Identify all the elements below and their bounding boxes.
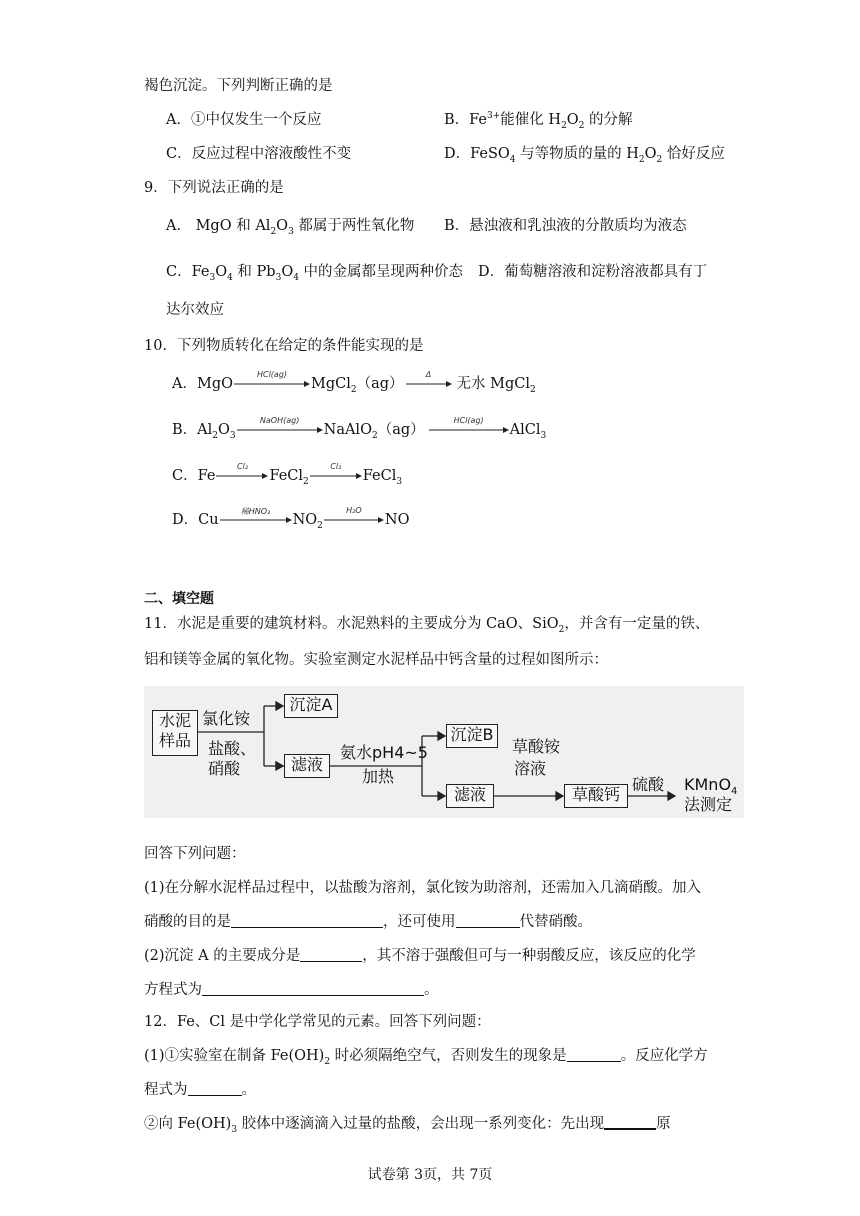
- answer-blank[interactable]: [567, 1047, 621, 1062]
- answer-prompt: 回答下列问题：: [144, 846, 246, 862]
- filtrate-box: 滤液: [284, 754, 330, 778]
- q8-option-d[interactable]: D．FeSO$_4$ 与等物质的量的 $H_2O_2$ 恰好反应: [444, 146, 725, 165]
- reaction-arrow: Cl₂: [216, 471, 268, 481]
- reagent-label: 盐酸、: [208, 739, 257, 758]
- reaction-arrow: 稀HNO₃: [220, 515, 292, 525]
- answer-blank[interactable]: [202, 981, 424, 996]
- calcium-oxalate-box: 草酸钙: [564, 784, 628, 808]
- q9-option-d-cont: 达尔效应: [166, 302, 224, 318]
- reagent-label: 溶液: [514, 759, 547, 778]
- reagent-label: 草酸铵: [512, 737, 561, 756]
- reaction-arrow: Δ: [406, 379, 452, 389]
- q11-stem-line1: 11．水泥是重要的建筑材料。水泥熟料的主要成分为 CaO、SiO$_2$，并含有一定量的铁、: [144, 616, 710, 635]
- q10-option-b[interactable]: B．$Al_2O_3$ NaOH(ag) NaAlO$_2$（ag） HCl(ag) AlCl$_3$: [172, 416, 547, 441]
- condition-label: 氨水pH4~5: [340, 743, 428, 762]
- q11-part1-line2: 硝酸的目的是 ，还可使用 代替硝酸。: [144, 914, 592, 930]
- reaction-arrow: HCl(ag): [234, 379, 310, 389]
- q8-option-b[interactable]: B．$Fe^{3+}$能催化 $H_2O_2$ 的分解: [444, 111, 633, 131]
- answer-blank[interactable]: [231, 913, 383, 928]
- q12-part2-line1: ②向 $Fe(OH)_3$ 胶体中逐滴滴入过量的盐酸，会出现一系列变化：先出现 原: [144, 1116, 671, 1135]
- q10-stem: 10．下列物质转化在给定的条件能实现的是: [144, 338, 424, 354]
- q10-option-d[interactable]: D．Cu 稀HNO₃ $NO_2$ H₂O NO: [172, 506, 410, 531]
- q9-option-c[interactable]: C．$Fe_3O_4$ 和 $Pb_3O_4$ 中的金属都呈现两种价态: [166, 264, 464, 283]
- filtrate-box: 滤液: [446, 784, 494, 808]
- reagent-label: 硝酸: [208, 759, 241, 778]
- condition-label: 加热: [362, 767, 395, 786]
- q11-part2-line2: 方程式为 。: [144, 982, 439, 998]
- q9-option-d[interactable]: D．葡萄糖溶液和淀粉溶液都具有丁: [478, 264, 708, 280]
- q12-part1-line1: (1)①实验室在制备 $Fe(OH)_2$ 时必须隔绝空气，否则发生的现象是 。反应化学方: [144, 1048, 708, 1067]
- reaction-arrow: NaOH(ag): [237, 425, 323, 435]
- reaction-arrow: Cl₂: [310, 471, 362, 481]
- answer-blank[interactable]: [300, 947, 362, 962]
- precipitate-b-box: 沉淀B: [446, 724, 498, 748]
- answer-blank[interactable]: [456, 913, 520, 928]
- precipitate-a-box: 沉淀A: [284, 694, 338, 718]
- q12-stem: 12．Fe、Cl 是中学化学常见的元素。回答下列问题：: [144, 1014, 491, 1030]
- q10-option-c[interactable]: C．Fe Cl₂ FeCl$_2$ Cl₂ FeCl$_3$: [172, 462, 403, 487]
- method-label: 法测定: [684, 795, 733, 814]
- q11-stem-line2: 铝和镁等金属的氧化物。实验室测定水泥样品中钙含量的过程如图所示：: [144, 652, 608, 668]
- answer-blank[interactable]: [188, 1081, 242, 1096]
- q11-part2-line1: (2)沉淀 A 的主要成分是 ，其不溶于强酸但可与一种弱酸反应，该反应的化学: [144, 948, 696, 964]
- acid-label: 硫酸: [632, 775, 665, 794]
- q9-stem: 9．下列说法正确的是: [144, 180, 284, 196]
- q8-stem-tail: 褐色沉淀。下列判断正确的是: [144, 78, 333, 94]
- process-flow-diagram: [144, 686, 744, 818]
- q9-option-b[interactable]: B．悬浊液和乳浊液的分散质均为液态: [444, 218, 687, 234]
- reaction-arrow: HCl(ag): [429, 425, 509, 435]
- q11-part1-line1: (1)在分解水泥样品过程中，以盐酸为溶剂，氯化铵为助溶剂，还需加入几滴硝酸。加入: [144, 880, 702, 896]
- kmno4-label: KMnO$_4$: [684, 775, 738, 798]
- q8-option-c[interactable]: C．反应过程中溶液酸性不变: [166, 146, 352, 162]
- q8-option-a[interactable]: A．①中仅发生一个反应: [166, 112, 322, 128]
- q9-option-a[interactable]: A． MgO 和 $Al_2O_3$ 都属于两性氧化物: [166, 218, 415, 237]
- section-heading: 二、填空题: [144, 591, 214, 607]
- answer-blank[interactable]: [604, 1114, 656, 1130]
- page-footer: 试卷第 3页，共 7页: [367, 1167, 493, 1183]
- q12-part1-line2: 程式为 。: [144, 1082, 256, 1098]
- q10-option-a[interactable]: A．MgO HCl(ag) MgCl$_2$（ag） Δ 无水 MgCl$_2$: [172, 370, 536, 395]
- sample-box: 水泥 样品: [152, 710, 198, 756]
- reaction-arrow: H₂O: [324, 515, 384, 525]
- reagent-label: 氯化铵: [202, 709, 251, 728]
